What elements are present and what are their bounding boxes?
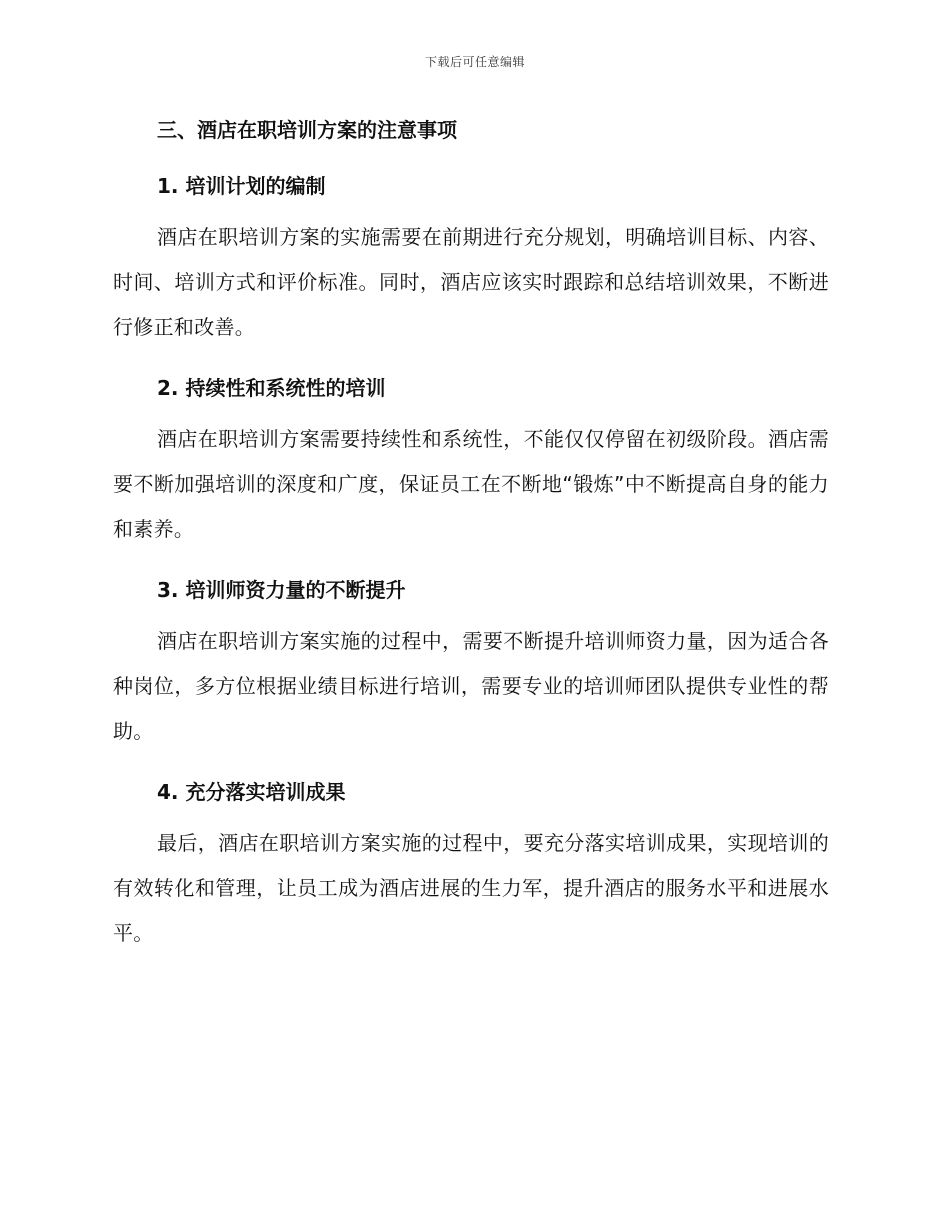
paragraph-4: 最后，酒店在职培训方案实施的过程中，要充分落实培训成果，实现培训的有效转化和管理，让员工成为酒店进展的生力军，提升酒店的服务水平和进展水平。 (113, 831, 829, 945)
document-body (113, 112, 829, 956)
section-title: 三、酒店在职培训方案的注意事项 (157, 118, 457, 142)
paragraph-1: 酒店在职培训方案的实施需要在前期进行充分规划，明确培训目标、内容、时间、培训方式和评价标准。同时，酒店应该实时跟踪和总结培训效果，不断进行修正和改善。 (113, 225, 829, 339)
subheading-2: 2. 持续性和系统性的培训 (157, 376, 386, 400)
subheading-4: 4. 充分落实培训成果 (157, 780, 346, 804)
subheading-1: 1. 培训计划的编制 (157, 174, 326, 198)
subheading-3: 3. 培训师资力量的不断提升 (157, 578, 406, 602)
paragraph-2: 酒店在职培训方案需要持续性和系统性，不能仅仅停留在初级阶段。酒店需要不断加强培训的深度和广度，保证员工在不断地“锻炼”中不断提高自身的能力和素养。 (113, 427, 829, 541)
header-note: 下载后可任意编辑 (424, 55, 525, 69)
paragraph-3: 酒店在职培训方案实施的过程中，需要不断提升培训师资力量，因为适合各种岗位，多方位根据业绩目标进行培训，需要专业的培训师团队提供专业性的帮助。 (113, 629, 829, 743)
